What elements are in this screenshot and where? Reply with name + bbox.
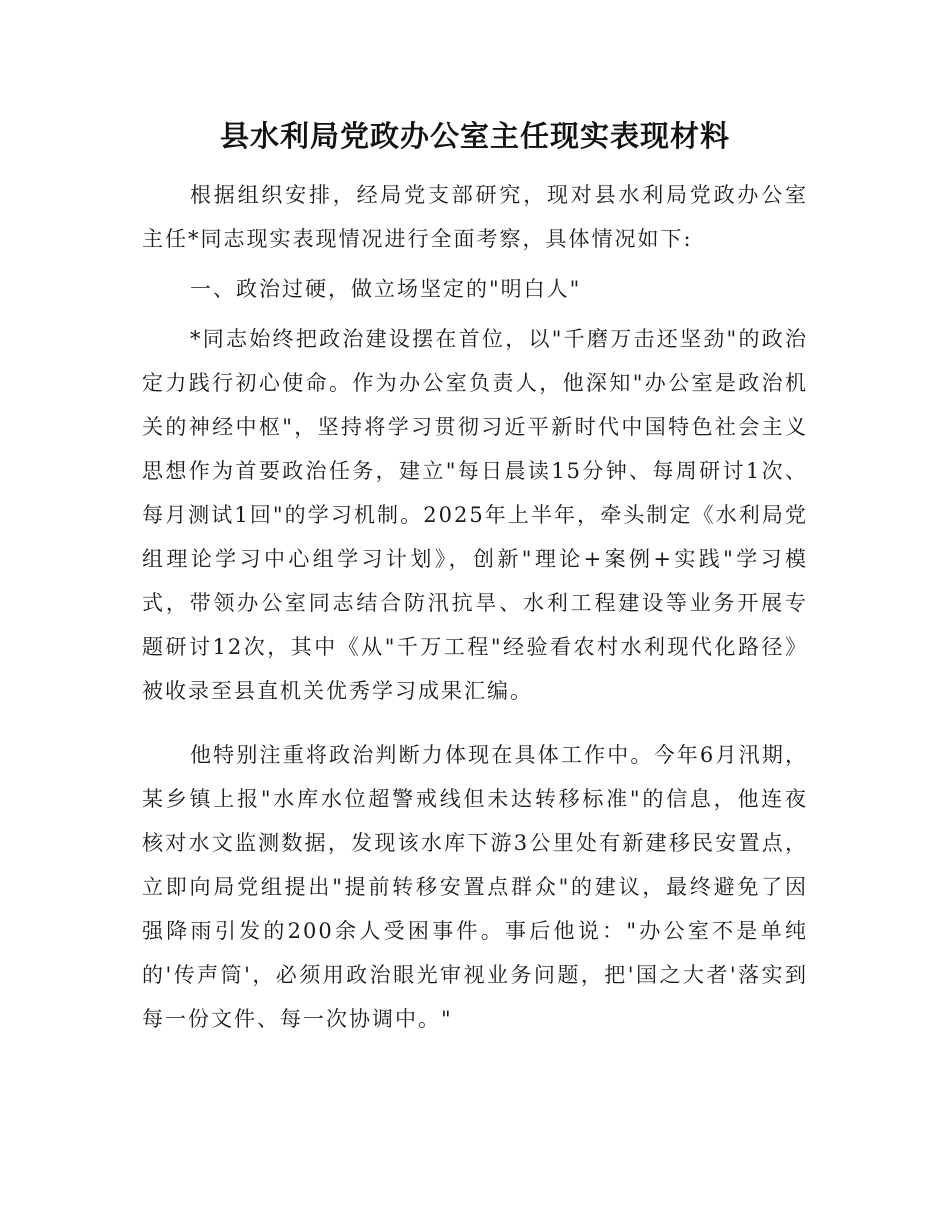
body-paragraph-2: 他特别注重将政治判断力体现在具体工作中。今年6月汛期，某乡镇上报"水库水位超警戒线但未达转移标准"的信息，他连夜核对水文监测数据，发现该水库下游3公里处有新建移民安置点，立即向局党组提出"提前转移安置点群众"的建议，最终避免了因强降雨引发的200余人受困事件。事后他说："办公室不是单纯的'传声筒'，必须用政治眼光审视业务问题，把'国之大者'落实到每一份文件、每一次协调中。" bbox=[142, 743, 808, 1031]
spacer bbox=[142, 713, 808, 733]
body-paragraph-1: *同志始终把政治建设摆在首位，以"千磨万击还坚劲"的政治定力践行初心使命。作为办公室负责人，他深知"办公室是政治机关的神经中枢"，坚持将学习贯彻习近平新时代中国特色社会主义思想作为首要政治任务，建立"每日晨读15分钟、每周研讨1次、每月测试1回"的学习机制。2025年上半年，牵头制定《水利局党组理论学习中心组学习计划》，创新"理论+案例+实践"学习模式，带领办公室同志结合防汛抗旱、水利工程建设等业务开展专题研讨12次，其中《从"千万工程"经验看农村水利现代化路径》被收录至县直机关优秀学习成果汇编。 bbox=[142, 327, 808, 703]
document-title: 县水利局党政办公室主任现实表现材料 bbox=[219, 119, 730, 153]
section-heading-1: 一、政治过硬，做立场坚定的"明白人" bbox=[190, 277, 582, 301]
document-page bbox=[142, 112, 808, 1041]
intro-paragraph: 根据组织安排，经局党支部研究，现对县水利局党政办公室主任*同志现实表现情况进行全面考察，具体情况如下: bbox=[142, 183, 808, 251]
